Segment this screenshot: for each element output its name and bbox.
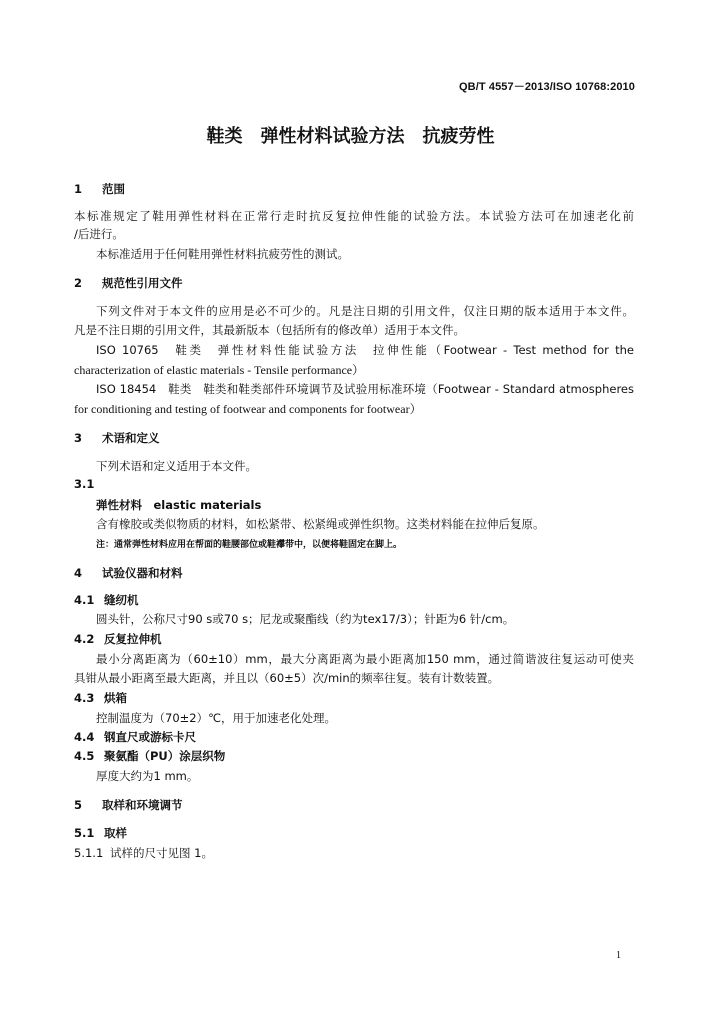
section-5-heading <box>74 797 183 813</box>
reference-entry-continued: characterization of elastic materials - Tensile performance） <box>74 363 365 377</box>
subsection-number: 5.1 <box>74 826 95 840</box>
section-1-heading <box>74 181 125 197</box>
section-title: 范围 <box>102 182 125 196</box>
paragraph-continued: 凡是不注日期的引用文件，其最新版本（包括所有的修改单）适用于本文件。 <box>74 323 465 337</box>
subsection-5-1-heading <box>74 825 127 841</box>
section-3-heading <box>74 430 160 446</box>
subsection-number: 4.2 <box>74 632 95 646</box>
subsection-number: 4.5 <box>74 749 95 763</box>
page-number: 1 <box>616 950 621 961</box>
paragraph: 本标准适用于任何鞋用弹性材料抗疲劳性的测试。 <box>96 247 349 261</box>
paragraph: 下列术语和定义适用于本文件。 <box>96 459 257 473</box>
subsection-number: 3.1 <box>74 477 95 491</box>
definition: 含有橡胶或类似物质的材料，如松紧带、松紧绳或弹性织物。这类材料能在拉伸后复原。 <box>96 517 545 531</box>
subsection-title: 聚氨酯（PU）涂层织物 <box>104 749 226 763</box>
section-title: 取样和环境调节 <box>102 798 183 812</box>
clause-5-1-1 <box>74 845 213 861</box>
reference-entry-continued: for conditioning and testing of footwear and components for footwear） <box>74 402 422 416</box>
subsection-4-3-heading <box>74 690 127 706</box>
subsection-title: 缝纫机 <box>104 593 139 607</box>
paragraph-continued: 具钳从最小距离至最大距离，并且以（60±5）次/min的频率往复。装有计数装置。 <box>74 671 500 685</box>
reference-entry: ISO 18454 鞋类 鞋类和鞋类部件环境调节及试验用标准环境（Footwear - Standard atmospheres <box>96 382 634 396</box>
subsection-4-5-heading <box>74 748 225 764</box>
paragraph: 本标准规定了鞋用弹性材料在正常行走时抗反复拉伸性能的试验方法。本试验方法可在加速老化前 <box>74 209 634 223</box>
term: 弹性材料 elastic materials <box>96 498 262 512</box>
subsection-title: 烘箱 <box>104 691 127 705</box>
section-number: 5 <box>74 798 83 812</box>
reference-entry: ISO 10765 鞋类 弹性材料性能试验方法 拉伸性能（Footwear - Test method for the <box>96 343 634 357</box>
paragraph: 控制温度为（70±2）℃，用于加速老化处理。 <box>96 711 336 725</box>
section-number: 2 <box>74 276 83 290</box>
section-2-heading <box>74 275 183 291</box>
paragraph: 下列文件对于本文件的应用是必不可少的。凡是注日期的引用文件，仅注日期的版本适用于本文件。 <box>96 304 634 318</box>
note: 注：通常弹性材料应用在帮面的鞋腰部位或鞋襻带中，以便将鞋固定在脚上。 <box>96 540 403 550</box>
subsection-4-2-heading <box>74 631 162 647</box>
paragraph: 圆头针，公称尺寸90 s或70 s；尼龙或聚酯线（约为tex17/3）；针距为6 针/cm。 <box>96 612 515 626</box>
section-number: 1 <box>74 182 83 196</box>
section-title: 试验仪器和材料 <box>102 566 183 580</box>
section-4-heading <box>74 565 183 581</box>
section-title: 规范性引用文件 <box>102 276 183 290</box>
clause-number: 5.1.1 <box>74 846 104 860</box>
standard-code: QB/T 4557－2013/ISO 10768:2010 <box>459 81 635 93</box>
subsection-title: 反复拉伸机 <box>104 632 162 646</box>
clause-text: 试样的尺寸见图 1。 <box>110 846 213 860</box>
subsection-4-1-heading <box>74 592 139 608</box>
subsection-number: 4.4 <box>74 730 95 744</box>
subsection-title: 取样 <box>104 826 127 840</box>
section-number: 3 <box>74 431 83 445</box>
subsection-number: 4.1 <box>74 593 95 607</box>
subsection-title: 钢直尺或游标卡尺 <box>104 730 196 744</box>
paragraph: 最小分离距离为（60±10）mm，最大分离距离为最小距离加150 mm，通过简谐波往复运动可使夹 <box>96 652 634 666</box>
paragraph-continued: /后进行。 <box>74 227 124 241</box>
section-title: 术语和定义 <box>102 431 160 445</box>
document-title: 鞋类 弹性材料试验方法 抗疲劳性 <box>206 126 495 147</box>
subsection-number: 4.3 <box>74 691 95 705</box>
subsection-4-4-heading <box>74 729 196 745</box>
section-number: 4 <box>74 566 83 580</box>
paragraph: 厚度大约为1 mm。 <box>96 769 199 783</box>
